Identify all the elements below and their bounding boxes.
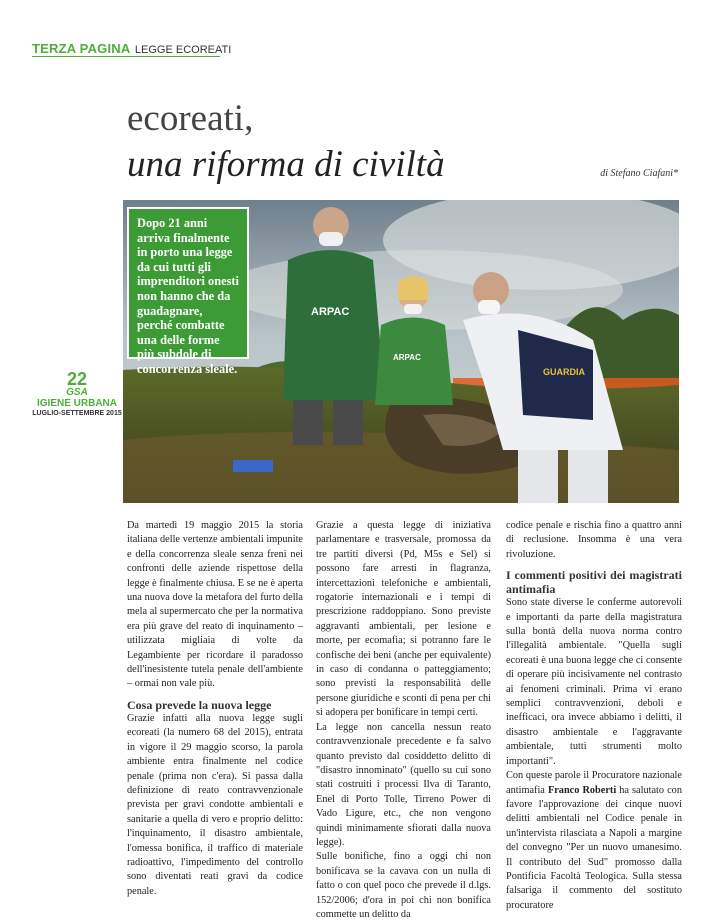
paragraph: Grazie a questa legge di iniziativa parlamentare e trasversale, promossa da tre partiti diversi (Pd, M5s e Sel) si possono fare arresti in flagranza, intercettazioni telefoniche e ambientali, rogatorie internazionali e i tempi di prescrizione raddoppiano. Sono previste aggravanti ambientali, per lesione e morte, per ecomafia; si potranno fare le confische dei beni (anche per equivalente) in caso di condanna o patteggiamento; sono previsti la responsabilità delle persone giuridiche e sconti di pena per chi si adopera per bonificare in tempi certi. — [316, 520, 491, 719]
subheading: Cosa prevede la nuova legge — [127, 697, 272, 712]
page-info — [32, 370, 122, 418]
text-column-1 — [127, 519, 303, 899]
vest-label: ARPAC — [393, 353, 421, 362]
section-label: TERZA PAGINA — [32, 41, 131, 56]
paragraph: codice penale e rischia fino a quattro anni di reclusione. Insomma è una vera rivoluzione. — [506, 520, 682, 560]
text-run: ha salutato con favore l'approvazione dei cinque nuovi delitti ambientali nel Codice penale in un'intervista rilasciata a Napoli a margine del convegno "Per un nuovo umanesimo. Il contributo del Sud" promosso dalla Pontificia Facoltà Teologica. Sulla stessa falsariga il commento del sostituto procuratore — [506, 784, 682, 911]
magazine-name: IGIENE URBANA — [36, 398, 117, 409]
paragraph: Sono state diverse le conferme autorevoli e importanti da parte della magistratura sulla bontà della nuova norma contro l'illegalità ambientale. "Quella sugli ecoreati è una buona legge che ci consente di operare più incisivamente nel contrasto ai fenomeni criminali. Prima vi erano semplici contravvenzioni, deboli e inefficaci, ora invece abbiamo i delitti, il disastro ambientale e l'aggravante ambientale, tutti strumenti molto importanti". — [506, 597, 682, 767]
paragraph: Da martedì 19 maggio 2015 la storia italiana delle vertenze ambientali impunite e della concorrenza sleale senza freni nei confronti delle aziende rispettose della legge è finalmente chiusa. E se ne è aperta una nuova dove la metafora del furto della mela al supermercato che per la normativa era più grave del reato di inquinamento – utilizzata migliaia di volte da Legambiente per ricordare il paradosso dell'inesistente tutela penale dell'ambiente – ormai non vale più. — [127, 520, 303, 690]
paragraph: Sulle bonifiche, fino a oggi chi non bonificava se la cavava con un nulla di fatto o con quel poco che prevede il d.lgs. 152/2006; d'ora in poi chi non bonifica commette un delitto da — [316, 851, 491, 920]
issue-date: LUGLIO-SETTEMBRE 2015 — [32, 410, 122, 417]
subheading: I commenti positivi dei magistrati antimafia — [506, 568, 682, 597]
vest-label: ARPAC — [311, 306, 350, 318]
header-rule — [32, 56, 220, 57]
paragraph: La legge non cancella nessun reato contravvenzionale precedente e fa salvo quanto previsto dal cosiddetto delitto di "disastro innominato" (quello su cui sono stati costruiti i processi Ilva di Taranto, Enel di Porto Tolle, Tirreno Power di Vado Ligure, etc., che non vengono quindi minimamente sfiorati dalla nuova legge). — [316, 721, 491, 848]
section-header — [32, 40, 231, 58]
brand-logo: GSA — [66, 387, 88, 398]
article-title-line2: una riforma di civiltà — [127, 144, 445, 185]
text-column-3 — [506, 519, 682, 913]
vest-label: GUARDIA — [543, 367, 585, 377]
subsection-label: LEGGE ECOREATI — [134, 44, 232, 56]
text-column-2 — [316, 519, 491, 922]
paragraph — [506, 769, 682, 913]
byline: di Stefano Ciafani* — [600, 168, 678, 179]
callout-box: Dopo 21 anni arriva finalmente in porto una legge da cui tutti gli imprenditori onesti non hanno che da guadagnare, perché combatte una delle forme più subdole di concorrenza sleale. — [127, 207, 249, 359]
page-number: 22 — [66, 369, 88, 389]
text-run: Con queste parole il Procuratore nazionale antimafia — [506, 770, 682, 796]
article-title-line1: ecoreati, — [127, 98, 254, 139]
person-name: Franco Roberti — [547, 784, 617, 796]
paragraph: Grazie infatti alla nuova legge sugli ecoreati (la numero 68 del 2015), entrata in vigore il 29 maggio scorso, la parola ambiente entra finalmente nel codice penale (prima non c'era). Si passa dalla definizione di reato contravvenzionale prevista per gravi condotte ambientali e sanitarie a quella di vero e proprio delitto: l'inquinamento, il disastro ambientale, l'omessa bonifica, il traffico di materiale radioattivo, l'impedimento del controllo sono diventati reati gravi da codice penale. — [127, 712, 303, 897]
